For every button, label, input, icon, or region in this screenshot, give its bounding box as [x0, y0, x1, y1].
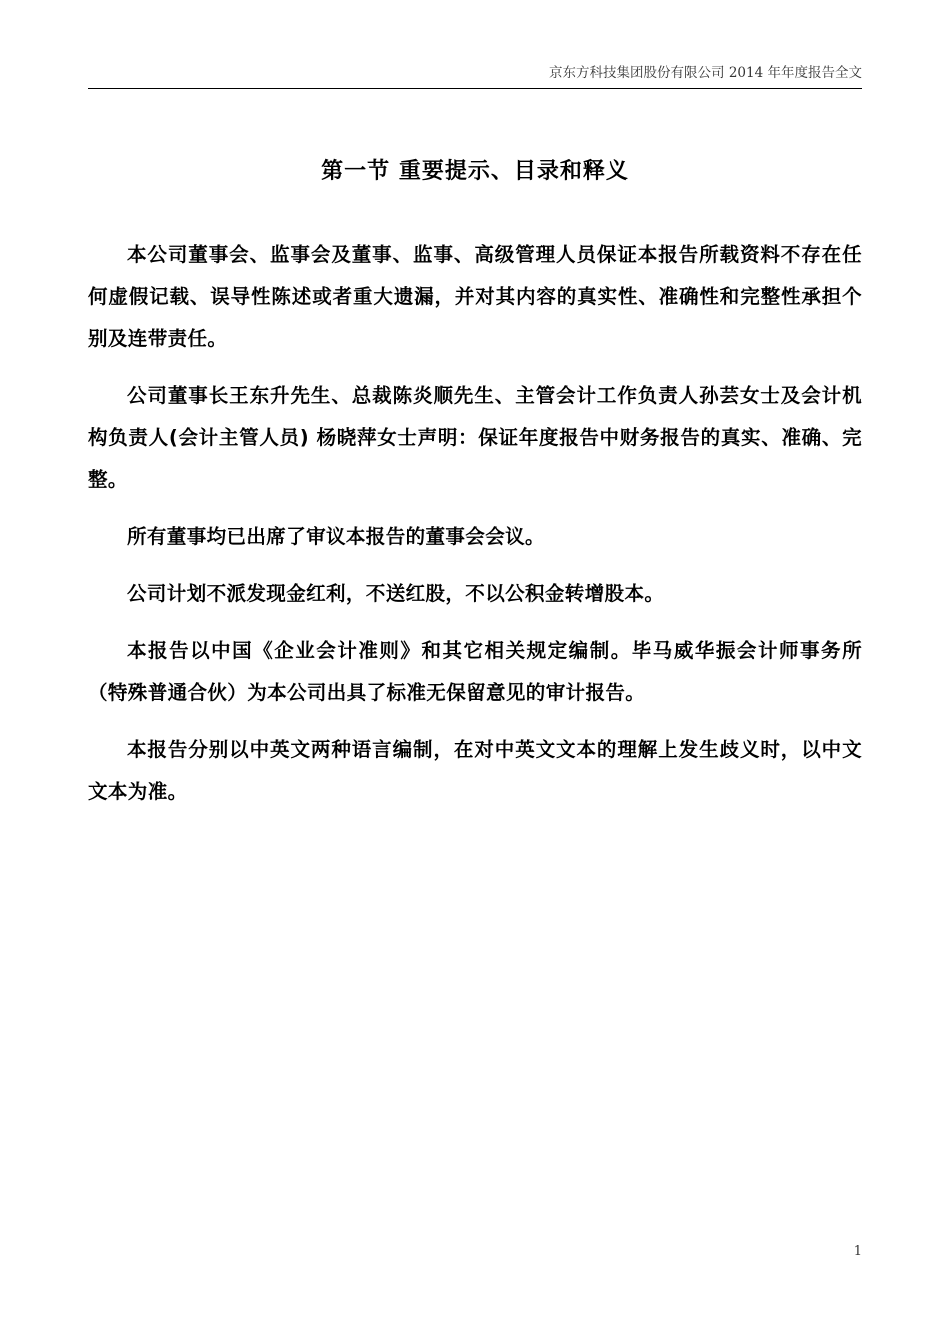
paragraph-dividend-plan: 公司计划不派发现金红利，不送红股，不以公积金转增股本。 [127, 582, 665, 605]
page-number: 1 [853, 1244, 862, 1259]
section-title: 第一节 重要提示、目录和释义 [321, 159, 629, 184]
paragraph-language-note: 本报告分别以中英文两种语言编制，在对中英文文本的理解上发生歧义时，以中文文本为准。 [88, 738, 862, 803]
paragraph-audit-opinion: 本报告以中国《企业会计准则》和其它相关规定编制。毕马威华振会计师事务所（特殊普通合伙）为本公司出具了标准无保留意见的审计报告。 [88, 639, 862, 704]
report-header-text: 京东方科技集团股份有限公司 2014 年年度报告全文 [549, 65, 862, 81]
paragraph-directors-attendance: 所有董事均已出席了审议本报告的董事会会议。 [127, 525, 545, 548]
running-header [88, 62, 862, 89]
paragraph-board-guarantee: 本公司董事会、监事会及董事、监事、高级管理人员保证本报告所载资料不存在任何虚假记载、误导性陈述或者重大遗漏，并对其内容的真实性、准确性和完整性承担个别及连带责任。 [88, 243, 862, 350]
body-text [88, 234, 862, 828]
paragraph-management-statement: 公司董事长王东升先生、总裁陈炎顺先生、主管会计工作负责人孙芸女士及会计机构负责人(会计主管人员) 杨晓萍女士声明：保证年度报告中财务报告的真实、准确、完整。 [88, 384, 862, 491]
